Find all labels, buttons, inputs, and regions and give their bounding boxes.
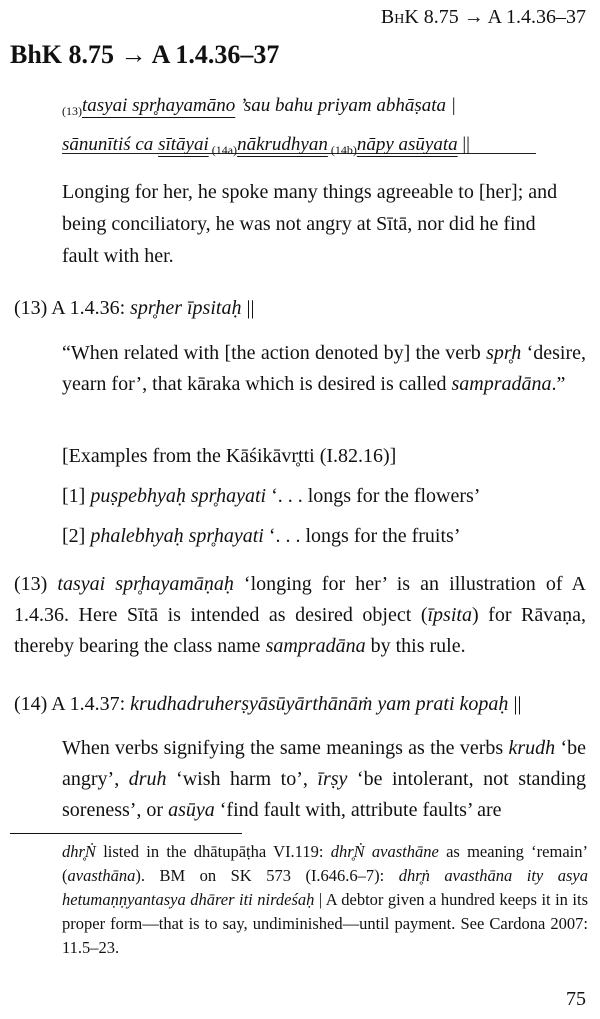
page-number: 75 (566, 988, 586, 1010)
running-head: BhK 8.75 → A 1.4.36–37 (380, 6, 586, 28)
sutra-14-translation: When verbs signifying the same meanings as the verbs krudh ‘be angry’, druh ‘wish harm to’, īrṣy ‘be intolerant, not standing soreness’, or asūya ‘find fault with, attribute faults’ are (62, 737, 586, 821)
sutra-14: (14) A 1.4.37: krudhadruherṣyāsūyārthānāṁ yam prati kopaḥ || (14, 693, 522, 715)
example-2: [2] phalebhyaḥ spr̥hayati ‘. . . longs for the fruits’ (62, 525, 461, 547)
section-title: BhK 8.75 → A 1.4.36–37 (10, 40, 280, 69)
commentary-13: (13) tasyai spr̥hayamāṇaḥ ‘longing for her’ is an illustration of A 1.4.36. Here Sītā is intended as desired object (īpsita) for Rāvaṇa, thereby bearing the class name sampradāna by this rule. (14, 573, 586, 657)
footnote: dhr̥Ṅ listed in the dhātupāṭha VI.119: dhr̥Ṅ avasthāne as meaning ‘remain’ (avasthāna). BM on SK 573 (I.646.6–7): dhr̥ṅ avasthāna ity asya hetumaṇṇyantasya dhārer iti nirdeśaḥ | A debtor given a hundred keeps it in its proper form—that is to say, undiminished—until payment. See Cardona 2007: 11.5–23. (62, 842, 589, 957)
sutra-13: (13) A 1.4.36: spr̥her īpsitaḥ || (14, 297, 255, 319)
sutra-13-translation: “When related with [the action denoted by] the verb spr̥h ‘desire, yearn for’, that kāraka which is desired is called sampradāna.” (62, 342, 586, 395)
example-1: [1] puṣpebhyaḥ spr̥hayati ‘. . . longs for the flowers’ (62, 485, 481, 507)
footnote-divider (10, 833, 242, 834)
verse-line-1: $_{(13)}$tasyai spr̥hayamāno ’sau bahu priyam abhāṣata | (62, 95, 456, 118)
examples-heading: [Examples from the Kāśikāvr̥tti (I.82.16)] (62, 445, 397, 467)
verse-line-2: sānunītiś ca sītāyai $_{(14a)}$nākrudhyan $_{(14b)}$nāpy asūyata || (62, 134, 470, 157)
verse-translation: Longing for her, he spoke many things agreeable to [her]; and being conciliatory, he was not angry at Sītā, nor did he find fault with her. (62, 181, 558, 267)
